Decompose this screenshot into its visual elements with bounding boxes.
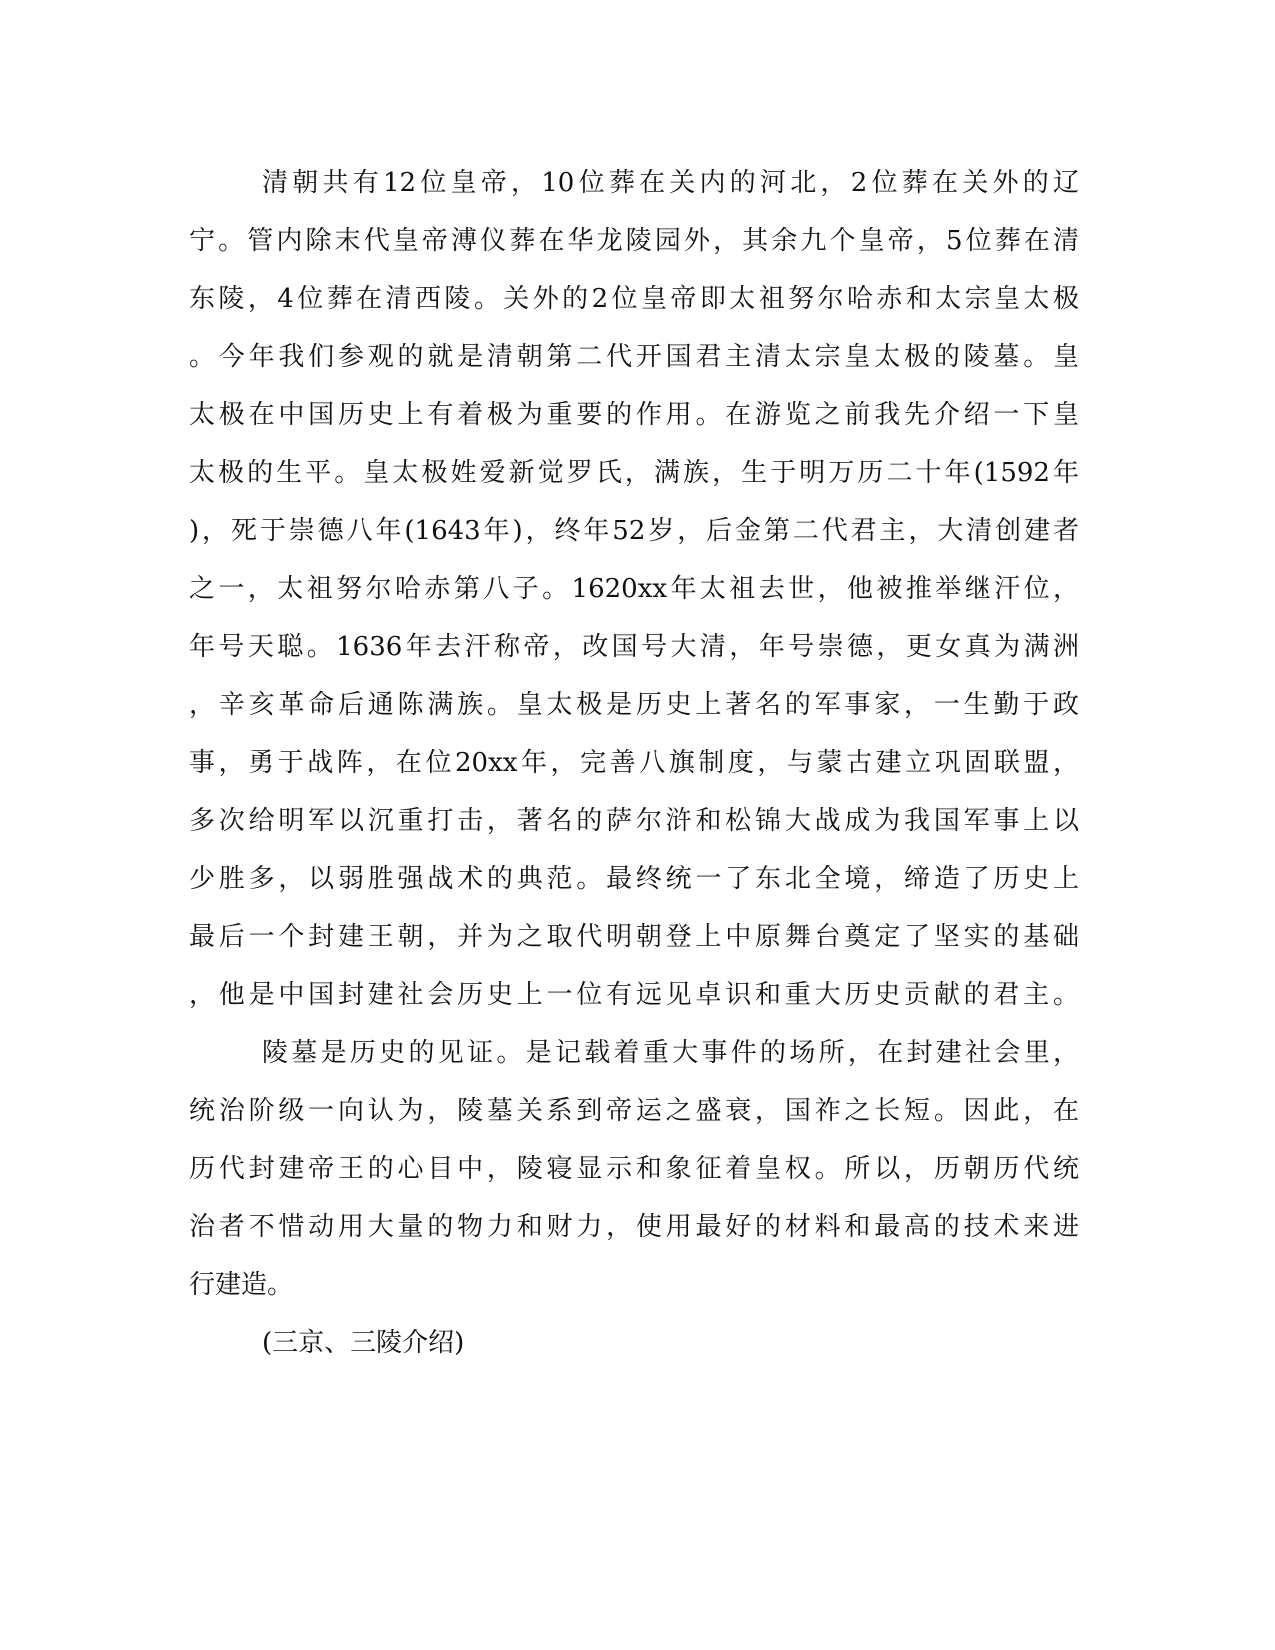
paragraph-1-line-5: 太极在中国历史上有着极为重要的作用。在游览之前我先介绍一下皇 bbox=[189, 400, 1079, 430]
paragraph-1-line-11: 事，勇于战阵，在位20xx年，完善八旗制度，与蒙古建立巩固联盟， bbox=[189, 748, 1079, 778]
paragraph-1-line-8: 之一，太祖努尔哈赤第八子。1620xx年太祖去世，他被推举继汗位， bbox=[189, 574, 1079, 604]
paragraph-1-line-14: 最后一个封建王朝，并为之取代明朝登上中原舞台奠定了坚实的基础 bbox=[189, 922, 1079, 952]
paragraph-2-line-2: 统治阶级一向认为，陵墓关系到帝运之盛衰，国祚之长短。因此，在 bbox=[189, 1096, 1079, 1126]
paragraph-1-line-10: ，辛亥革命后通陈满族。皇太极是历史上著名的军事家，一生勤于政 bbox=[189, 690, 1079, 720]
paragraph-1-line-12: 多次给明军以沉重打击，著名的萨尔浒和松锦大战成为我国军事上以 bbox=[189, 806, 1079, 836]
paragraph-2-line-5: 行建造。 bbox=[189, 1270, 294, 1300]
paragraph-1-line-7: )，死于崇德八年(1643年)，终年52岁，后金第二代君主，大清创建者 bbox=[189, 516, 1079, 546]
paragraph-1-line-15: ，他是中国封建社会历史上一位有远见卓识和重大历史贡献的君主。 bbox=[189, 980, 1079, 1010]
paragraph-1-line-3: 东陵，4位葬在清西陵。关外的2位皇帝即太祖努尔哈赤和太宗皇太极 bbox=[189, 284, 1079, 314]
paragraph-1-line-1: 清朝共有12位皇帝，10位葬在关内的河北，2位葬在关外的辽 bbox=[262, 168, 1079, 198]
paragraph-1-line-6: 太极的生平。皇太极姓爱新觉罗氏，满族，生于明万历二十年(1592年 bbox=[189, 458, 1079, 488]
paragraph-1-line-9: 年号天聪。1636年去汗称帝，改国号大清，年号崇德，更女真为满洲 bbox=[189, 632, 1079, 662]
paragraph-2-line-4: 治者不惜动用大量的物力和财力，使用最好的材料和最高的技术来进 bbox=[189, 1212, 1079, 1242]
paragraph-2-line-3: 历代封建帝王的心目中，陵寝显示和象征着皇权。所以，历朝历代统 bbox=[189, 1154, 1079, 1184]
paragraph-2-line-1: 陵墓是历史的见证。是记载着重大事件的场所，在封建社会里， bbox=[262, 1038, 1079, 1068]
paragraph-1-line-2: 宁。管内除末代皇帝溥仪葬在华龙陵园外，其余九个皇帝，5位葬在清 bbox=[189, 226, 1079, 256]
paragraph-3-line-1: (三京、三陵介绍) bbox=[262, 1328, 465, 1358]
paragraph-1-line-13: 少胜多，以弱胜强战术的典范。最终统一了东北全境，缔造了历史上 bbox=[189, 864, 1079, 894]
paragraph-1-line-4: 。今年我们参观的就是清朝第二代开国君主清太宗皇太极的陵墓。皇 bbox=[189, 342, 1079, 372]
